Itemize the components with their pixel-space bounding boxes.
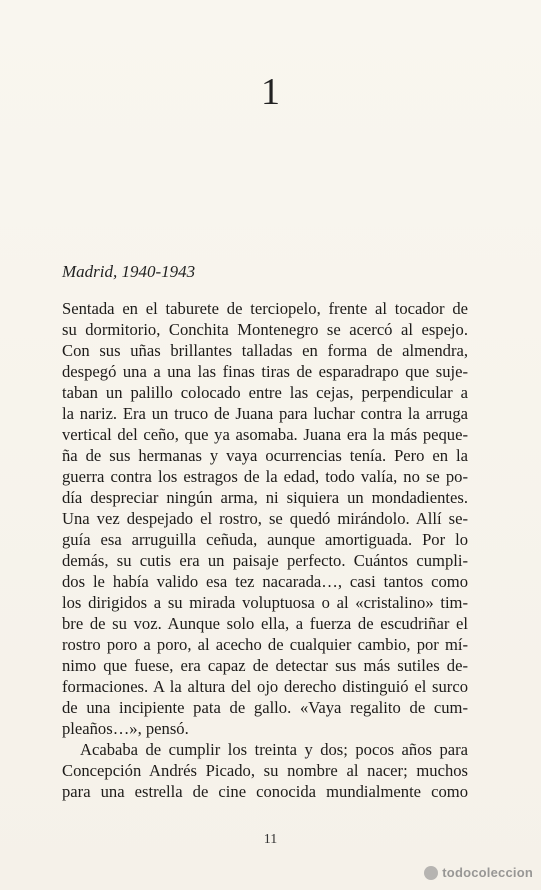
text-line: su dormitorio, Conchita Montenegro se acercó al espejo. — [62, 320, 468, 339]
text-line: Con sus uñas brillantes talladas en forma de almendra, — [62, 341, 468, 360]
text-line: para una estrella de cine conocida mundialmente como — [62, 782, 468, 801]
chapter-dateline: Madrid, 1940-1943 — [62, 262, 196, 281]
text-line: nimo que fuese, era capaz de detectar sus más sutiles de- — [62, 656, 468, 675]
paragraph-1 — [62, 298, 468, 739]
text-line: bre de su voz. Aunque solo ella, a fuerza de escudriñar el — [62, 614, 468, 633]
text-line: Acababa de cumplir los treinta y dos; pocos años para — [80, 740, 468, 759]
text-line: Concepción Andrés Picado, su nombre al nacer; muchos — [62, 761, 468, 780]
text-line: dos le había valido esa tez nacarada…, casi tantos como — [62, 572, 468, 591]
text-line: taban un palillo colocado entre las cejas, perpendicular a — [62, 383, 468, 402]
text-line: guía esa arruguilla ceñuda, aunque amortiguada. Por lo — [62, 530, 468, 549]
text-line: pleaños…», pensó. — [62, 719, 189, 738]
watermark-text: todocoleccion — [442, 865, 533, 880]
text-line: demás, su cutis era un paisaje perfecto. Cuántos cumpli- — [62, 551, 468, 570]
text-line: Una vez despejado el rostro, se quedó mirándolo. Allí se- — [62, 509, 468, 528]
text-line: despegó una a una las finas tiras de esparadrapo que suje- — [62, 362, 468, 381]
text-line: rostro poro a poro, al acecho de cualquier cambio, por mí- — [62, 635, 468, 654]
text-line: los dirigidos a su mirada voluptuosa o al «cristalino» tim- — [62, 593, 468, 612]
watermark-logo-icon — [424, 866, 438, 880]
watermark — [424, 865, 533, 880]
chapter-number: 1 — [261, 71, 280, 113]
text-line: de una incipiente pata de gallo. «Vaya regalito de cum- — [62, 698, 468, 717]
text-line: formaciones. A la altura del ojo derecho distinguió el surco — [62, 677, 468, 696]
text-line: día despreciar ningún arma, ni siquiera un mondadientes. — [62, 488, 468, 507]
body-text — [62, 298, 468, 802]
text-line: Sentada en el taburete de terciopelo, frente al tocador de — [62, 299, 468, 318]
text-line: guerra contra los estragos de la edad, todo valía, no se po- — [62, 467, 468, 486]
paragraph-2 — [62, 739, 468, 802]
text-line: ña de sus hermanas y vaya ocurrencias tenía. Pero en la — [62, 446, 468, 465]
page-number: 11 — [263, 832, 278, 847]
text-line: la nariz. Era un truco de Juana para luchar contra la arruga — [62, 404, 468, 423]
text-line: vertical del ceño, que ya asomaba. Juana era la más peque- — [62, 425, 468, 444]
